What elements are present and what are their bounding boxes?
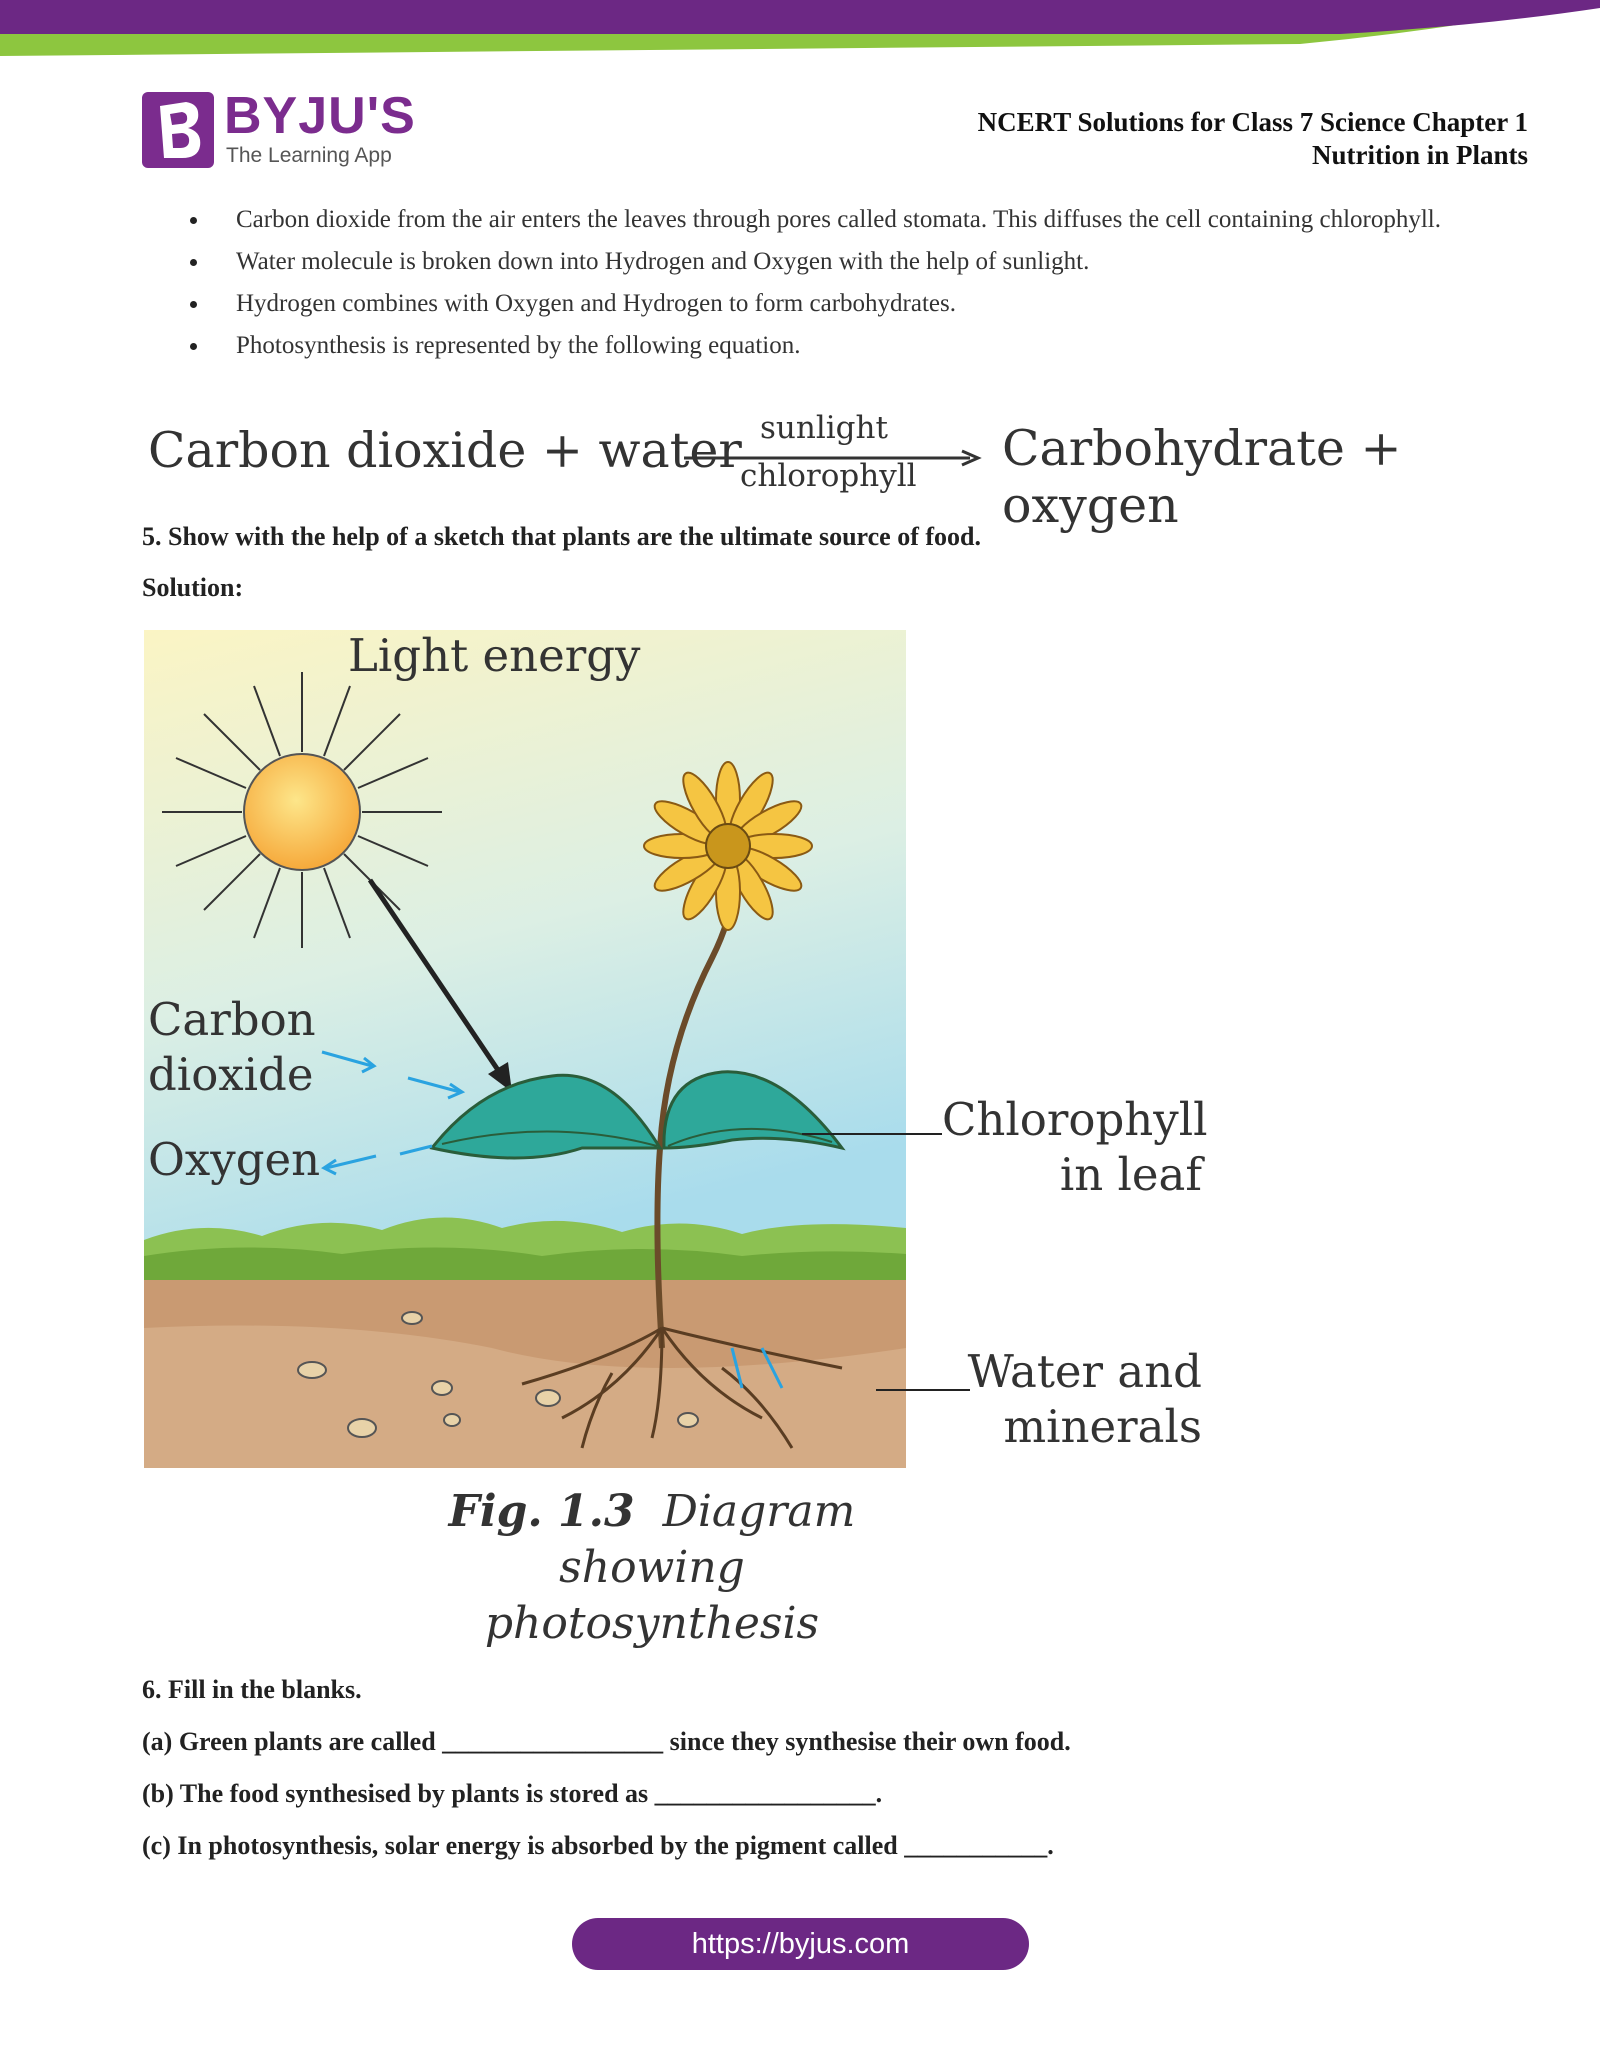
label-chlorophyll-line2: in leaf bbox=[1059, 1148, 1202, 1201]
equation-condition-sunlight: sunlight bbox=[760, 410, 888, 446]
title-line-1: NCERT Solutions for Class 7 Science Chapter 1 bbox=[977, 107, 1528, 137]
figure-number: Fig. 1.3 bbox=[448, 1486, 635, 1537]
question-6c: (c) In photosynthesis, solar energy is absorbed by the pigment called ___________. bbox=[142, 1831, 1054, 1860]
question-6b: (b) The food synthesised by plants is stored as _________________. bbox=[142, 1779, 883, 1808]
list-item: Carbon dioxide from the air enters the leaves through pores called stomata. This diffuses the cell containing chlorophyll. bbox=[142, 204, 1482, 235]
byjus-logo[interactable] bbox=[142, 87, 416, 172]
brand-tagline: The Learning App bbox=[226, 144, 392, 167]
label-chlorophyll-line1: Chlorophyll bbox=[942, 1093, 1208, 1146]
figure-caption bbox=[372, 1484, 932, 1652]
label-dioxide: dioxide bbox=[148, 1048, 314, 1101]
logo-mark bbox=[142, 92, 214, 168]
question-6: 6. Fill in the blanks. bbox=[142, 1675, 362, 1704]
title-line-2: Nutrition in Plants bbox=[1311, 140, 1528, 170]
label-water-minerals bbox=[942, 1344, 1202, 1454]
page-title bbox=[978, 106, 1528, 172]
top-banner bbox=[0, 0, 1600, 60]
question-6a: (a) Green plants are called _________________ since they synthesise their own food. bbox=[142, 1727, 1071, 1756]
label-carbon: Carbon bbox=[148, 993, 316, 1046]
equation-reactants: Carbon dioxide + water bbox=[148, 422, 742, 479]
label-chlorophyll bbox=[942, 1092, 1208, 1202]
solution-label: Solution: bbox=[142, 573, 244, 602]
bullet-list bbox=[142, 204, 1482, 372]
equation-condition-chlorophyll: chlorophyll bbox=[740, 458, 917, 494]
brand-name: BYJU'S bbox=[224, 87, 416, 145]
label-water-line2: minerals bbox=[1003, 1400, 1202, 1453]
photosynthesis-equation bbox=[142, 408, 1522, 534]
label-oxygen: Oxygen bbox=[148, 1133, 321, 1186]
equation-products: Carbohydrate + oxygen bbox=[1002, 420, 1402, 534]
list-item: Photosynthesis is represented by the following equation. bbox=[142, 330, 1482, 361]
list-item: Hydrogen combines with Oxygen and Hydrogen to form carbohydrates. bbox=[142, 288, 1482, 319]
caption-line1: Diagram showing bbox=[559, 1486, 856, 1593]
footer-url-link[interactable]: https://byjus.com bbox=[572, 1918, 1029, 1970]
question-5: 5. Show with the help of a sketch that plants are the ultimate source of food. bbox=[142, 522, 981, 551]
label-light-energy: Light energy bbox=[348, 629, 641, 682]
label-carbon-dioxide bbox=[148, 992, 316, 1102]
list-item: Water molecule is broken down into Hydrogen and Oxygen with the help of sunlight. bbox=[142, 246, 1482, 277]
caption-line2: photosynthesis bbox=[484, 1598, 820, 1649]
label-water-line1: Water and bbox=[967, 1345, 1202, 1398]
photosynthesis-figure bbox=[142, 628, 1242, 1649]
